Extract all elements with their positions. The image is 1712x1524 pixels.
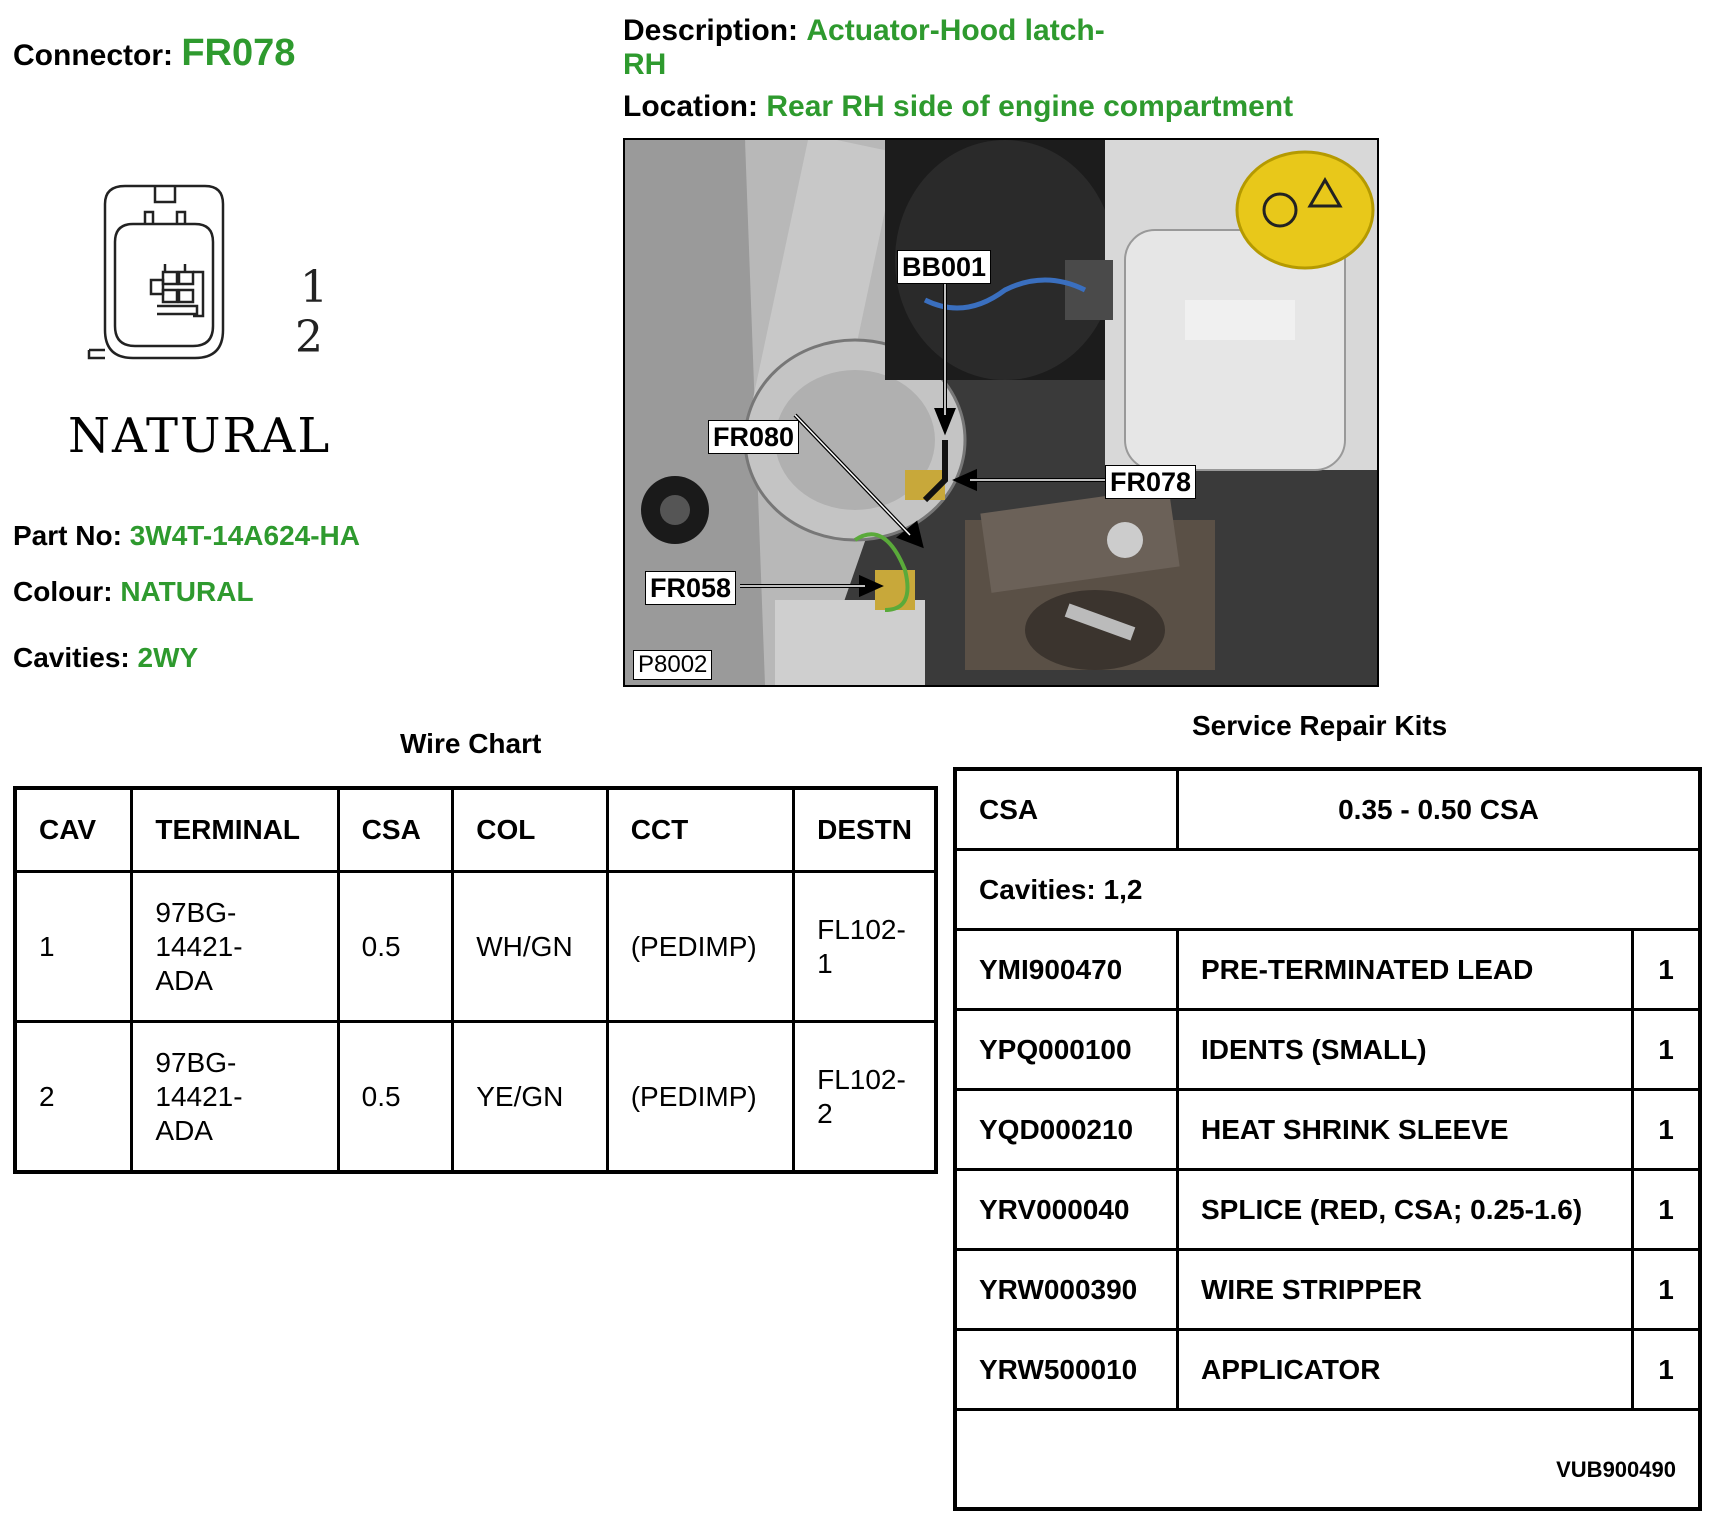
cav-cell: 2: [15, 1022, 132, 1173]
description-value-line1: Actuator-Hood latch-: [806, 14, 1105, 47]
kit-csa-value: 0.35 - 0.50 CSA: [1178, 769, 1701, 850]
kit-qty: 1: [1633, 1170, 1701, 1250]
callout-fr078: FR078: [1105, 465, 1196, 499]
kit-csa-row: [955, 769, 1700, 850]
kit-footer-code: VUB900490: [955, 1410, 1700, 1510]
csa-cell: 0.5: [338, 872, 453, 1022]
part-no-row: [13, 520, 360, 552]
location-photo: [623, 138, 1379, 687]
wire-chart-table: [13, 786, 938, 1174]
kit-description: WIRE STRIPPER: [1178, 1250, 1633, 1330]
connector-label: Connector:: [13, 39, 173, 72]
terminal-line: 97BG-: [155, 896, 237, 928]
header-terminal: TERMINAL: [132, 788, 338, 872]
part-no-label: Part No:: [13, 520, 122, 551]
kit-code: YPQ000100: [955, 1010, 1178, 1090]
kit-qty: 1: [1633, 1010, 1701, 1090]
kit-qty: 1: [1633, 1090, 1701, 1170]
table-row: [15, 1022, 936, 1173]
photo-reference: P8002: [633, 650, 712, 680]
csa-cell: 0.5: [338, 1022, 453, 1173]
colour-value: NATURAL: [120, 576, 254, 607]
col-cell: YE/GN: [453, 1022, 607, 1173]
terminal-line: 97BG-: [155, 1046, 237, 1078]
terminal-line: 14421-: [155, 1080, 243, 1112]
callout-bb001: BB001: [897, 250, 991, 284]
destn-line: FL102-: [817, 913, 906, 945]
connector-face-drawing: [85, 180, 265, 380]
kit-cavities-text: Cavities: 1,2: [955, 850, 1700, 930]
pin-2-label: 2: [295, 312, 323, 363]
location-label: Location:: [623, 90, 758, 123]
terminal-line: 14421-: [155, 930, 243, 962]
callout-fr080: FR080: [708, 420, 799, 454]
kit-qty: 1: [1633, 930, 1701, 1010]
col-cell: WH/GN: [453, 872, 607, 1022]
cavities-value: 2WY: [137, 642, 199, 673]
engine-bay-illustration: [625, 140, 1377, 685]
header-col: COL: [453, 788, 607, 872]
header-cav: CAV: [15, 788, 132, 872]
description-block: [623, 14, 1105, 82]
kit-description: PRE-TERMINATED LEAD: [1178, 930, 1633, 1010]
connector-heading: [13, 32, 295, 75]
destn-cell: [794, 1022, 936, 1173]
location-block: [623, 90, 1293, 124]
colour-row: [13, 576, 254, 608]
callout-fr058: FR058: [645, 571, 736, 605]
table-row: [955, 1170, 1700, 1250]
description-value-line2: RH: [623, 48, 667, 81]
kit-qty: 1: [1633, 1250, 1701, 1330]
cct-cell: (PEDIMP): [607, 1022, 793, 1173]
table-row: [955, 1330, 1700, 1410]
kit-footer-row: [955, 1410, 1700, 1510]
kit-code: YMI900470: [955, 930, 1178, 1010]
cct-cell: (PEDIMP): [607, 872, 793, 1022]
kit-description: HEAT SHRINK SLEEVE: [1178, 1090, 1633, 1170]
table-row: [955, 1010, 1700, 1090]
header-cct: CCT: [607, 788, 793, 872]
kit-code: YRW500010: [955, 1330, 1178, 1410]
cavities-row: [13, 642, 198, 674]
pin-1-label: 1: [300, 262, 328, 313]
header-destn: DESTN: [794, 788, 936, 872]
connector-value: FR078: [181, 32, 296, 74]
description-label: Description:: [623, 14, 799, 47]
cav-cell: 1: [15, 872, 132, 1022]
kit-code: YQD000210: [955, 1090, 1178, 1170]
kit-description: APPLICATOR: [1178, 1330, 1633, 1410]
header-csa: CSA: [338, 788, 453, 872]
wire-chart-header-row: [15, 788, 936, 872]
connector-colour-word: NATURAL: [68, 408, 332, 464]
kit-csa-label: CSA: [955, 769, 1178, 850]
cavities-label: Cavities:: [13, 642, 130, 673]
kit-code: YRW000390: [955, 1250, 1178, 1330]
kit-qty: 1: [1633, 1330, 1701, 1410]
table-row: [955, 1090, 1700, 1170]
table-row: [955, 1250, 1700, 1330]
terminal-cell: [132, 872, 338, 1022]
destn-cell: [794, 872, 936, 1022]
table-row: [955, 930, 1700, 1010]
repair-kits-title: Service Repair Kits: [1192, 710, 1448, 741]
terminal-line: ADA: [155, 1114, 213, 1146]
terminal-line: ADA: [155, 964, 213, 996]
kit-code: YRV000040: [955, 1170, 1178, 1250]
destn-line: 1: [817, 947, 833, 979]
terminal-cell: [132, 1022, 338, 1173]
table-row: [15, 872, 936, 1022]
destn-line: FL102-: [817, 1063, 906, 1095]
part-no-value: 3W4T-14A624-HA: [129, 520, 360, 551]
destn-line: 2: [817, 1097, 833, 1129]
repair-kits-table: [953, 767, 1702, 1511]
kit-cavities-row: [955, 850, 1700, 930]
kit-description: SPLICE (RED, CSA; 0.25-1.6): [1178, 1170, 1633, 1250]
kit-description: IDENTS (SMALL): [1178, 1010, 1633, 1090]
colour-label: Colour:: [13, 576, 113, 607]
location-value: Rear RH side of engine compartment: [766, 90, 1294, 123]
wire-chart-title: Wire Chart: [400, 728, 542, 759]
